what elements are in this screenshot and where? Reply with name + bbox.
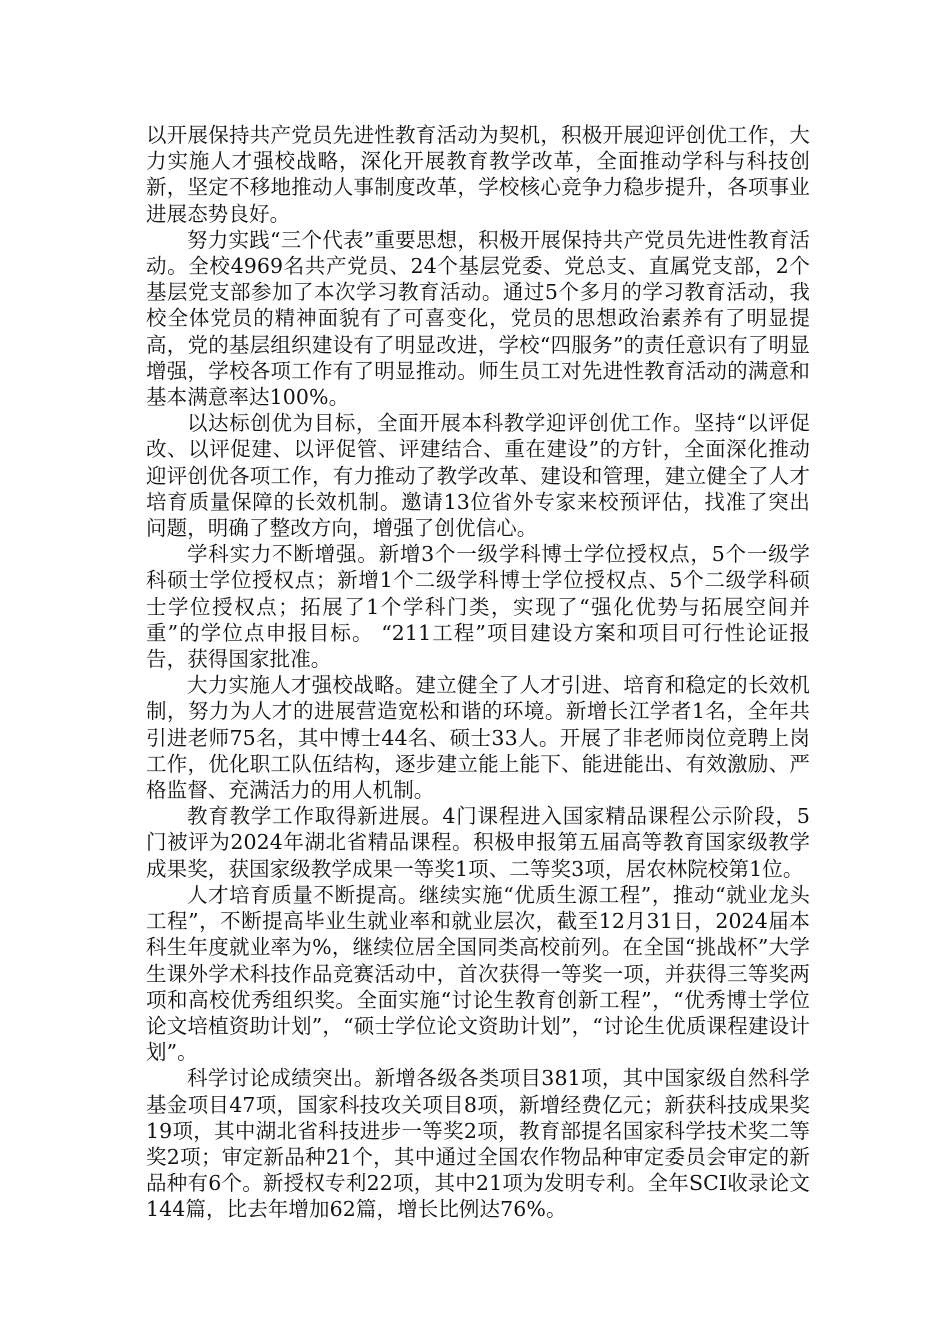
- paragraph-research-results: 科学讨论成绩突出。新增各级各类项目381项，其中国家级自然科学基金项目47项，国家科技攻关项目8项，新增经费亿元；新获科技成果奖19项，其中湖北省科技进步一等奖2项，教育部提名国家科学技术奖二等奖2项；审定新品种21个，其中通过全国农作物品种审定委员会审定的新品种有6个。新授权专利22项，其中21项为发明专利。全年SCI收录论文144篇，比去年增加62篇，增长比例达76%。: [146, 1066, 810, 1222]
- paragraph-talent-strategy: 大力实施人才强校战略。建立健全了人才引进、培育和稳定的长效机制，努力为人才的进展营造宽松和谐的环境。新增长江学者1名，全年共引进老师75名，其中博士44名、硕士33人。开展了非老师岗位竞聘上岗工作，优化职工队伍结构，逐步建立能上能下、能进能出、有效激励、严格监督、充满活力的用人机制。: [146, 673, 810, 803]
- paragraph-teaching-progress: 教育教学工作取得新进展。4门课程进入国家精品课程公示阶段，5门被评为2024年湖北省精品课程。积极申报第五届高等教育国家级教学成果奖，获国家级教学成果一等奖1项、二等奖3项，居农林院校第1位。: [146, 804, 810, 881]
- paragraph-intro: 以开展保持共产党员先进性教育活动为契机，积极开展迎评创优工作，大力实施人才强校战略，深化开展教育教学改革，全面推动学科与科技创新，坚定不移地推动人事制度改革，学校核心竞争力稳步提升，各项事业进展态势良好。: [146, 123, 810, 226]
- document-body: [146, 122, 810, 1223]
- paragraph-party-education: 努力实践“三个代表”重要思想，积极开展保持共产党员先进性教育活动。全校4969名共产党员、24个基层党委、党总支、直属党支部，2个基层党支部参加了本次学习教育活动。通过5个多月的学习教育活动，我校全体党员的精神面貌有了可喜变化，党员的思想政治素养有了明显提高，党的基层组织建设有了明显改进，学校“四服务”的责任意识有了明显增强，学校各项工作有了明显推动。师生员工对先进性教育活动的满意和基本满意率达100%。: [146, 227, 810, 410]
- paragraph-talent-quality: 人才培育质量不断提高。继续实施“优质生源工程”，推动“就业龙头工程”，不断提高毕业生就业率和就业层次，截至12月31日，2024届本科生年度就业率为%，继续位居全国同类高校前列。在全国“挑战杯”大学生课外学术科技作品竞赛活动中，首次获得一等奖一项，并获得三等奖两项和高校优秀组织奖。全面实施“讨论生教育创新工程”，“优秀博士学位论文培植资助计划”，“硕士学位论文资助计划”，“讨论生优质课程建设计划”。: [146, 882, 810, 1065]
- paragraph-discipline-strength: 学科实力不断增强。新增3个一级学科博士学位授权点，5个一级学科硕士学位授权点；新增1个二级学科博士学位授权点、5个二级学科硕士学位授权点；拓展了1个学科门类，实现了“强化优势与拓展空间并重”的学位点申报目标。 “211工程”项目建设方案和项目可行性论证报告，获得国家批准。: [146, 542, 810, 672]
- paragraph-teaching-evaluation: 以达标创优为目标，全面开展本科教学迎评创优工作。坚持“以评促改、以评促建、以评促管、评建结合、重在建设”的方针，全面深化推动迎评创优各项工作，有力推动了教学改革、建设和管理，建立健全了人才培育质量保障的长效机制。邀请13位省外专家来校预评估，找准了突出问题，明确了整改方向，增强了创优信心。: [146, 411, 810, 541]
